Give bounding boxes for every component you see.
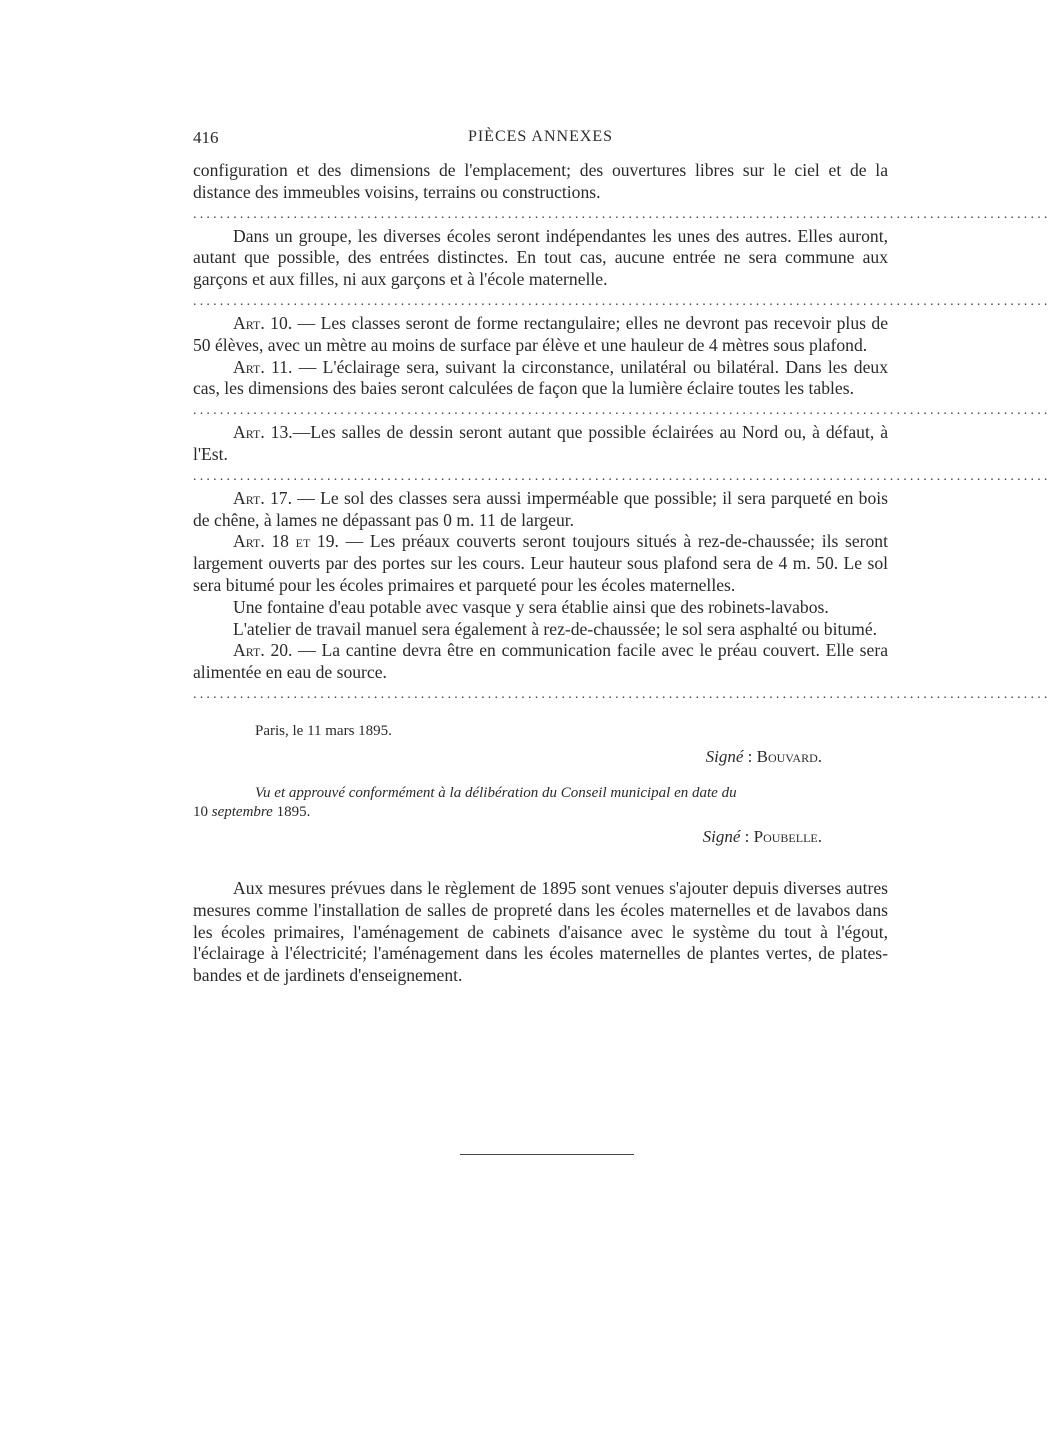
signe-label: Signé [702, 826, 741, 846]
article-text: — Les classes seront de forme rectangulaire; elles ne devront pas recevoir plus de 50 élèves, avec un mètre au moins de surface par élève et une hauleur de 4 mètres sous plafond. [193, 312, 889, 355]
approval-month: septembre [208, 803, 277, 820]
article-11 [193, 357, 888, 401]
article-text: — Les préaux couverts seront toujours situés à rez-de-chaussée; ils seront largement ouverts par des portes sur les cours. Leur hauteur sous plafond sera de 4 m. 50. Le sol sera bitumé pour les écoles primaires et parqueté pour les écoles maternelles. [193, 531, 888, 595]
article-text: — La cantine devra être en communication facile avec le préau couvert. Elle sera alimentée en eau de source. [193, 640, 889, 683]
closing-rule [460, 1154, 634, 1155]
article-label: Art. 20. [233, 640, 293, 661]
signature-date: Paris, le 11 mars 1895. [255, 722, 392, 739]
article-text: — Le sol des classes sera aussi imperméable que possible; il sera parqueté en bois de chêne, à lames ne dépassant pas 0 m. 11 de largeur. [193, 487, 888, 530]
article-10 [193, 313, 888, 357]
article-label: Art. 11. [233, 356, 293, 377]
signatory-name: Poubelle. [753, 826, 822, 846]
article-label: Art. 10. [233, 312, 293, 333]
signature-separator: : [743, 746, 757, 766]
approval-date [193, 803, 888, 822]
paragraph-groupe: Dans un groupe, les diverses écoles seront indépendantes les unes des autres. Elles auront, autant que possible, des entrées distinctes. En tout cas, aucune entrée ne sera commune aux garçons et aux filles, ni aux garçons et à l'école maternelle. [193, 225, 888, 290]
signature-separator: : [740, 826, 754, 846]
paragraph-mesures: Aux mesures prévues dans le règlement de 1895 sont venues s'ajouter depuis diverses autres mesures comme l'installation de salles de propreté dans les écoles maternelles et de lavabos dans les écoles primaires, l'aménagement de cabinets d'aisance avec le système du tout à l'égout, l'éclairage à l'électricité; l'aménagement dans les écoles maternelles de plantes vertes, de plates-bandes et de jardinets d'enseignement. [193, 877, 888, 986]
signatory-name: Bouvard. [756, 746, 822, 766]
approval-day: 10 [193, 803, 208, 820]
ellipsis-separator: ................................................................................................................................ [193, 686, 1051, 702]
paragraph-configuration: configuration et des dimensions de l'emplacement; des ouvertures libres sur le ciel et de la distance des immeubles voisins, terrains ou constructions. [193, 160, 888, 202]
ellipsis-separator: ................................................................................................................................ [193, 468, 1051, 484]
article-label: Art. 17. [233, 487, 292, 508]
page-header [193, 128, 888, 152]
running-head: PIÈCES ANNEXES [467, 128, 614, 145]
ellipsis-separator: ................................................................................................................................ [193, 403, 1051, 419]
approval-year: 1895. [276, 803, 311, 820]
article-13 [193, 422, 888, 466]
paragraph-fontaine: Une fontaine d'eau potable avec vasque y sera établie ainsi que des robinets-lavabos. [233, 596, 829, 617]
article-label: Art. 18 et 19. [233, 531, 339, 552]
document-body [193, 160, 1051, 987]
signe-label: Signé [705, 746, 744, 766]
article-17 [193, 488, 888, 532]
page-number: 416 [193, 128, 219, 147]
signature-bouvard [193, 746, 888, 768]
paragraph-atelier: L'atelier de travail manuel sera également à rez-de-chaussée; le sol sera asphalté ou bitumé. [233, 618, 878, 639]
article-20 [193, 640, 888, 684]
ellipsis-separator: ................................................................................................................................ [193, 206, 1051, 222]
article-18-19 [193, 531, 888, 596]
ellipsis-separator: ................................................................................................................................ [193, 293, 1051, 309]
article-text: — L'éclairage sera, suivant la circonstance, unilatéral ou bilatéral. Dans les deux cas, les dimensions des baies seront calculées de façon que la lumière éclaire toutes les tables. [193, 356, 888, 399]
approval-statement: Vu et approuvé conformément à la délibération du Conseil municipal en date du [255, 784, 737, 801]
article-text: —Les salles de dessin seront autant que possible éclairées au Nord ou, à défaut, à l'Est. [193, 422, 888, 464]
signature-poubelle [193, 826, 888, 848]
article-label: Art. 13. [233, 422, 293, 443]
